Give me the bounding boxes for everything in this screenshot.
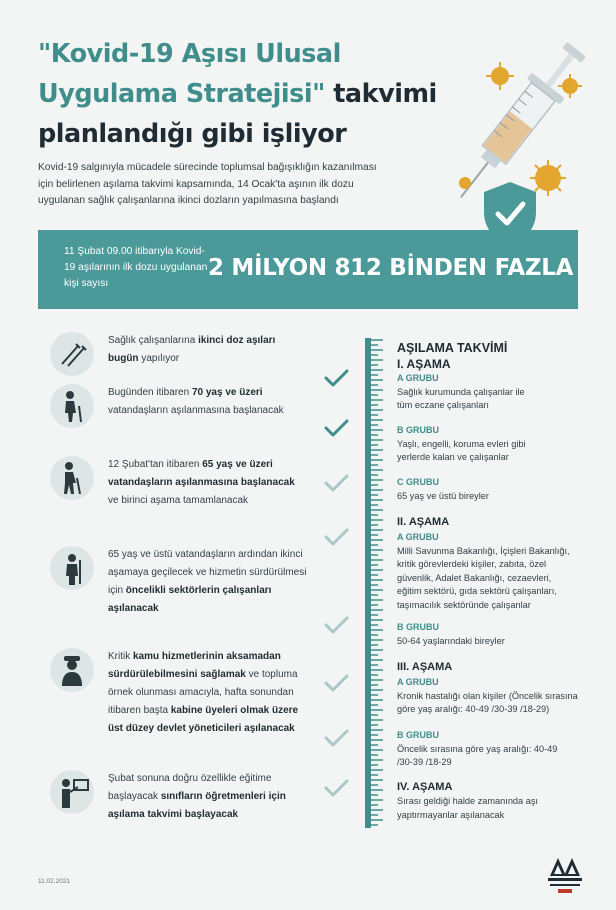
timeline-ruler bbox=[355, 338, 385, 828]
syringes-icon bbox=[50, 332, 94, 376]
elderly-person-icon bbox=[50, 384, 94, 428]
check-icon bbox=[326, 676, 347, 690]
teacher-icon bbox=[50, 770, 94, 814]
check-column bbox=[318, 360, 358, 810]
check-icon bbox=[326, 530, 347, 544]
page-title bbox=[38, 34, 478, 154]
schedule-group: B GRUBU Yaşlı, engelli, koruma evleri gibi yerlerde kalan ve çalışanlar bbox=[397, 425, 526, 462]
banner-label: 11 Şubat 09.00 itibarıyla Kovid-19 aşılarının ilk dozu uygulanan kişi sayısı bbox=[64, 246, 208, 289]
intro-text: Kovid-19 salgınıyla mücadele sürecinde toplumsal bağışıklığın kazanılması için belirlenen aşılama takvimi kapsamında, 14 Ocak'ta aşının ilk dozu uygulanan sağlık çalışanlarına ikinci dozların yapılmasına başlandı bbox=[38, 162, 377, 206]
stage-heading: III. AŞAMA bbox=[397, 661, 453, 673]
worker-icon bbox=[50, 546, 94, 590]
check-icon bbox=[326, 371, 347, 385]
anadolu-agency-logo bbox=[540, 850, 590, 895]
schedule-title: AŞILAMA TAKVİMİ bbox=[397, 341, 508, 355]
elderly-walking-icon bbox=[50, 456, 94, 500]
check-icon bbox=[326, 731, 347, 745]
check-icon bbox=[326, 618, 347, 632]
check-icon bbox=[326, 476, 347, 490]
schedule-group: C GRUBU 65 yaş ve üstü bireyler bbox=[397, 477, 489, 501]
schedule-group: B GRUBU 50-64 yaşlarındaki bireyler bbox=[397, 622, 505, 646]
title-rest: takvimi planlandığı gibi işliyor bbox=[38, 79, 437, 149]
schedule-group: Sırası geldiği halde zamanında aşı yaptırmayanlar aşılanacak bbox=[397, 796, 538, 820]
stage-heading: IV. AŞAMA bbox=[397, 781, 453, 793]
stage-heading: I. AŞAMA bbox=[397, 357, 451, 371]
stage-heading: II. AŞAMA bbox=[397, 516, 450, 528]
check-icon bbox=[326, 421, 347, 435]
banner-value: 2 MİLYON 812 BİNDEN FAZLA bbox=[208, 255, 574, 281]
schedule-group: B GRUBU Öncelik sırasına göre yaş aralığı: 40-49 /30-39 /18-29 bbox=[397, 730, 558, 767]
schedule-group: A GRUBU Kronik hastalığı olan kişiler (Öncelik sırasına göre yaş aralığı: 40-49 /30-39 /18-29) bbox=[397, 677, 578, 714]
stats-banner bbox=[38, 230, 578, 309]
schedule-group: A GRUBU Milli Savunma Bakanlığı, İçişleri Bakanlığı, kritik görevlerdeki kişiler, zabıta, özel güvenlik, Adalet Bakanlığı, cezaevleri, eğitim sektörü, gıda sektörü çalışanları, taşımacılık sektöründe çalışanlar bbox=[397, 532, 570, 610]
check-icon bbox=[326, 781, 347, 795]
date-stamp: 11.02.2021 bbox=[38, 878, 71, 885]
official-icon bbox=[50, 648, 94, 692]
title-highlight: "Kovid-19 Aşısı Ulusal Uygulama Stratejisi" bbox=[38, 39, 341, 109]
schedule-group: A GRUBU Sağlık kurumunda çalışanlar ile tüm eczane çalışanları bbox=[397, 373, 525, 410]
